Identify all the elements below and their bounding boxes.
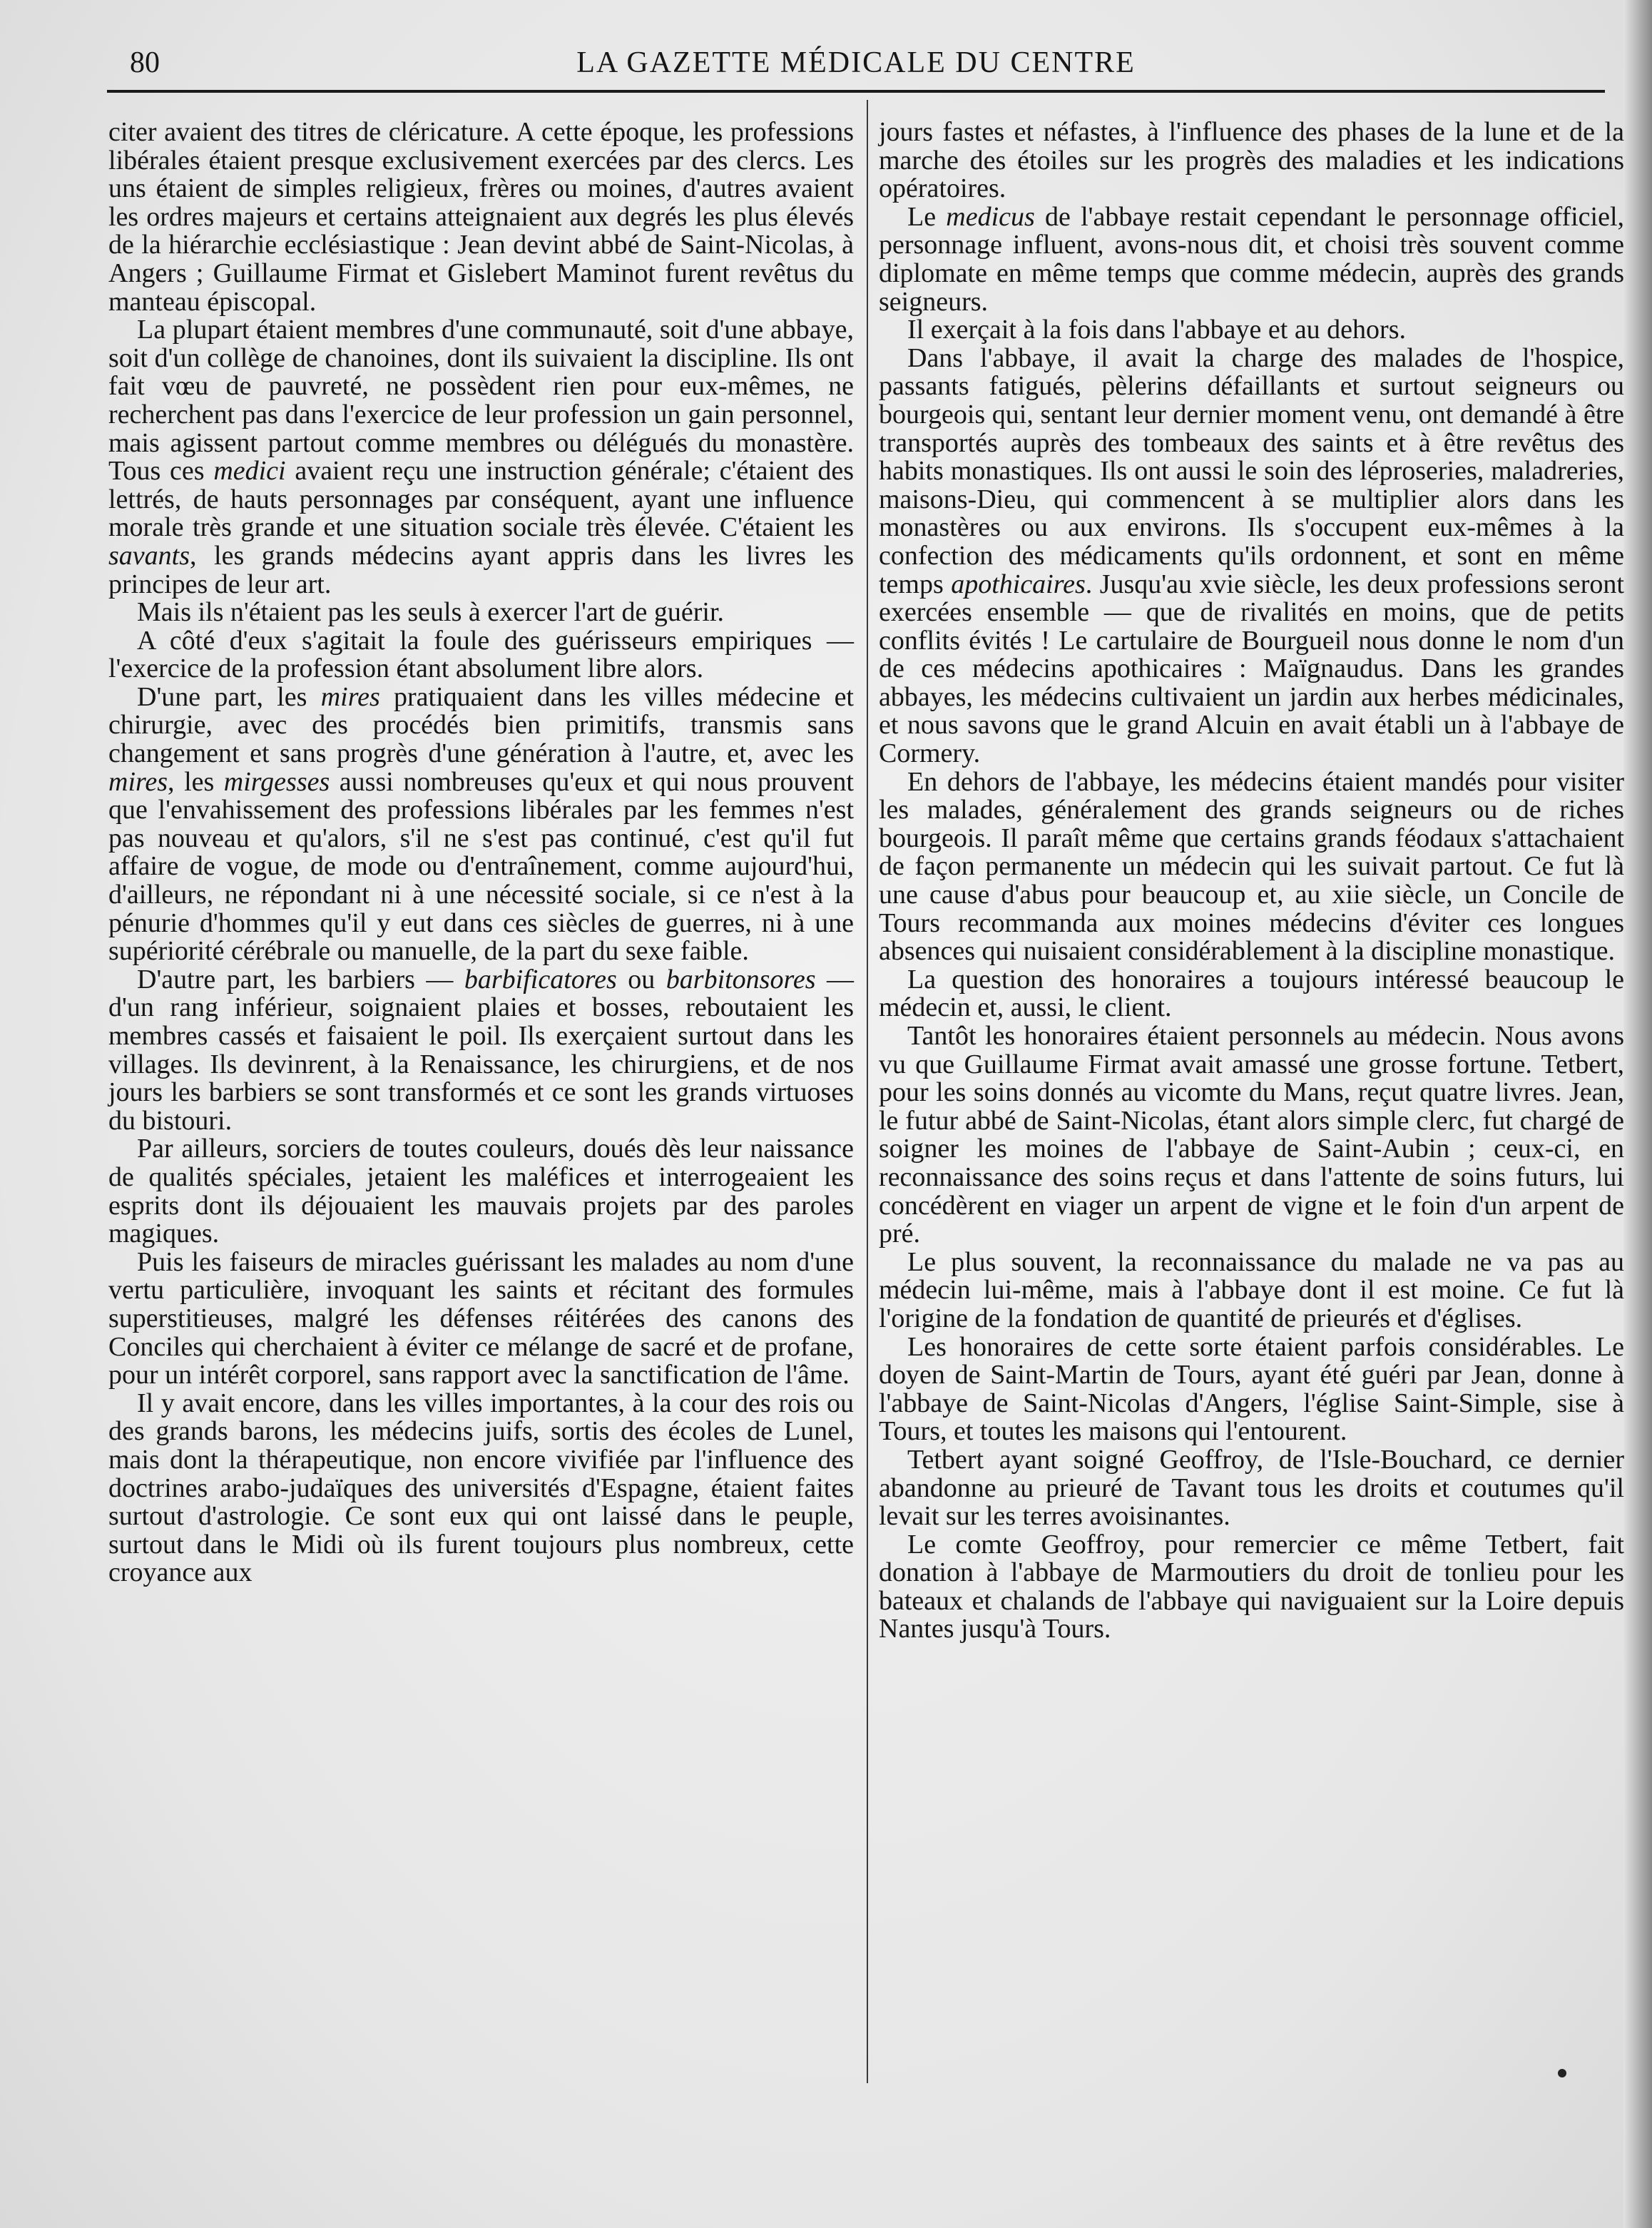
paragraph: En dehors de l'abbaye, les médecins étaient mandés pour visiter les malades, généralement des grands seigneurs ou de riches bourgeois. Il paraît même que certains grands féodaux s'attachaient de façon permanente un médecin qui les suivait partout. Ce fut là une cause d'abus pour beaucoup et, au xiie siècle, un Concile de Tours recommanda aux moines médecins d'éviter ces longues absences qui nuisaient considérablement à la discipline monastique. (879, 766, 1624, 967)
right-column (879, 118, 1624, 1644)
page-edge-shadow (1623, 0, 1652, 2228)
paragraph: D'une part, les mires pratiquaient dans les villes médecine et chirurgie, avec des procédés bien primitifs, transmis sans changement et sans progrès d'une génération à l'autre, et, avec les mires, les mirgesses aussi nombreuses qu'eux et qui nous prouvent que l'envahissement des professions libérales par les femmes n'est pas nouveau et qu'alors, s'il ne s'est pas continué, c'est qu'il fut affaire de vogue, de mode ou d'entraînement, comme aujourd'hui, d'ailleurs, ne répondant ni à une nécessité sociale, si ce n'est à la pénurie d'hommes qu'il y eut dans ces siècles de guerres, ni à une supériorité cérébrale ou manuelle, de la part du sexe faible. (108, 681, 854, 967)
paragraph: Par ailleurs, sorciers de toutes couleurs, doués dès leur naissance de qualités spéciales, jetaient les maléfices et interrogeaient les esprits dont ils déjouaient les mauvais projets par des paroles magiques. (108, 1134, 854, 1249)
paragraph: La question des honoraires a toujours intéressé beaucoup le médecin et, aussi, le client. (879, 964, 1624, 1023)
running-title: LA GAZETTE MÉDICALE DU CENTRE (576, 46, 1136, 79)
paragraph: citer avaient des titres de cléricature. A cette époque, les professions libérales étaient presque exclusivement exercées par des clercs. Les uns étaient de simples religieux, frères ou moines, d'autres avaient les ordres majeurs et certains atteignaient aux degrés les plus élevés de la hiérarchie ecclésiastique : Jean devint abbé de Saint-Nicolas, à Angers ; Guillaume Firmat et Gislebert Maminot furent revêtus du manteau épiscopal. (108, 117, 854, 317)
paragraph: A côté d'eux s'agitait la foule des guérisseurs empiriques — l'exercice de la profession étant absolument libre alors. (108, 625, 854, 684)
paragraph: Les honoraires de cette sorte étaient parfois considérables. Le doyen de Saint-Martin de Tours, ayant été guéri par Jean, donne à l'abbaye de Saint-Nicolas d'Angers, l'église Saint-Simple, sise à Tours, et toutes les maisons qui l'entourent. (879, 1331, 1624, 1447)
paragraph: jours fastes et néfastes, à l'influence des phases de la lune et de la marche des étoiles sur les progrès des maladies et les indications opératoires. (879, 117, 1624, 204)
paragraph: Tantôt les honoraires étaient personnels au médecin. Nous avons vu que Guillaume Firmat avait amassé une grosse fortune. Tetbert, pour les soins donnés au vicomte du Mans, reçut quatre livres. Jean, le futur abbé de Saint-Nicolas, étant alors simple clerc, fut chargé de soigner les moines de l'abbaye de Saint-Aubin ; ceux-ci, en reconnaissance des soins reçus et dans l'attente de soins futurs, lui concédèrent en viager un arpent de vigne et le foin d'un arpent de pré. (879, 1021, 1624, 1249)
paragraph: Le comte Geoffroy, pour remercier ce même Tetbert, fait donation à l'abbaye de Marmoutiers du droit de tonlieu pour les bateaux et chalands de l'abbaye qui naviguaient sur la Loire depuis Nantes jusqu'à Tours. (879, 1529, 1624, 1644)
paragraph: Il y avait encore, dans les villes importantes, à la cour des rois ou des grands barons, les médecins juifs, sortis des écoles de Lunel, mais dont la thérapeutique, non encore vivifiée par l'influence des doctrines arabo-judaïques des universités d'Espagne, étaient faites surtout d'astrologie. Ce sont eux qui ont laissé dans le peuple, surtout dans le Midi où ils furent toujours plus nombreux, cette croyance aux (108, 1388, 854, 1588)
paragraph: Le plus souvent, la reconnaissance du malade ne va pas au médecin lui-même, mais à l'abbaye dont il est moine. Ce fut là l'origine de la fondation de quantité de prieurés et d'églises. (879, 1246, 1624, 1333)
header-rule (107, 90, 1605, 93)
paragraph: Puis les faiseurs de miracles guérissant les malades au nom d'une vertu particulière, invoquant les saints et récitant des formules superstitieuses, malgré les défenses réitérées des canons des Conciles qui cherchaient à éviter ce mélange de sacré et de profane, pour un intérêt corporel, sans rapport avec la sanctification de l'âme. (108, 1246, 854, 1390)
paragraph: Le medicus de l'abbaye restait cependant le personnage officiel, personnage influent, avons-nous dit, et choisi très souvent comme diplomate en même temps que comme médecin, auprès des grands seigneurs. (879, 201, 1625, 317)
paragraph: Dans l'abbaye, il avait la charge des malades de l'hospice, passants fatigués, pèlerins défaillants et surtout seigneurs ou bourgeois qui, sentant leur dernier moment venu, ont demandé à être transportés auprès des tombeaux des saints et à être revêtus des habits monastiques. Ils ont aussi le soin des léproseries, maladreries, maisons-Dieu, qui commencent à se multiplier alors dans les monastères ou aux environs. Ils s'occupent eux-mêmes à la confection des médicaments qu'ils ordonnent, et sont en même temps apothicaires. Jusqu'au xvie siècle, les deux professions seront exercées ensemble — que de rivalités en moins, que de petits conflits évités ! Le cartulaire de Bourgueil nous donne le nom d'un de ces médecins apothicaires : Maïgnaudus. Dans les grandes abbayes, les médecins cultivaient un jardin aux herbes médicinales, et nous savons que le grand Alcuin en avait établi un à l'abbaye de Cormery. (879, 342, 1624, 769)
ink-speck (1558, 2069, 1566, 2077)
paragraph: Mais ils n'étaient pas les seuls à exercer l'art de guérir. (137, 597, 725, 628)
paragraph: D'autre part, les barbiers — barbificatores ou barbitonsores — d'un rang inférieur, soignaient plaies et bosses, reboutaient les membres cassés et faisaient le poil. Ils exerçaient surtout dans les villages. Ils devinrent, à la Renaissance, les chirurgiens, et de nos jours les barbiers se sont transformés et ce sont les grands virtuoses du bistouri. (108, 964, 855, 1136)
column-divider (867, 100, 868, 2083)
paragraph: Il exerçait à la fois dans l'abbaye et au dehors. (907, 315, 1406, 345)
left-column (108, 118, 854, 1587)
paragraph: La plupart étaient membres d'une communauté, soit d'une abbaye, soit d'un collège de chanoines, dont ils suivaient la discipline. Ils ont fait vœu de pauvreté, ne possèdent rien pour eux-mêmes, ne recherchent pas dans l'exercice de leur profession un gain personnel, mais agissent partout comme membres ou délégués du monastère. Tous ces medici avaient reçu une instruction générale; c'étaient des lettrés, de hauts personnages par conséquent, ayant une influence morale très grande et une situation sociale très élevée. C'étaient les savants, les grands médecins ayant appris dans les livres les principes de leur art. (108, 315, 854, 599)
page-number: 80 (130, 46, 160, 79)
page-header (107, 43, 1605, 83)
paragraph: Tetbert ayant soigné Geoffroy, de l'Isle-Bouchard, ce dernier abandonne au prieuré de Tavant tous les droits et coutumes qu'il levait sur les terres avoisinantes. (879, 1444, 1624, 1532)
